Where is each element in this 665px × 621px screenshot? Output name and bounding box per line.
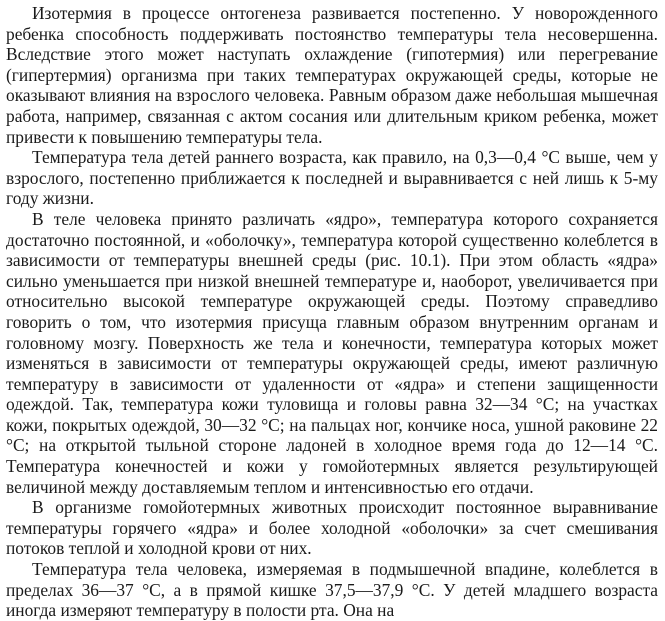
paragraph-homeothermic-mixing: В организме гомойотермных животных происходит постоянное выравнивание температуры горячего «ядра» и более холодной «оболочки» за счет смешивания потоков теплой и холодной крови от них.	[6, 497, 658, 559]
paragraph-child-temperature: Температура тела детей раннего возраста, как правило, на 0,3—0,4 °С выше, чем у взрослого, постепенно приближается к последней и выравнивается с ней лишь к 5-му году жизни.	[6, 147, 658, 209]
document-page	[6, 3, 658, 621]
paragraph-body-temperature-measurement: Температура тела человека, измеряемая в подмышечной впадине, колеблется в пределах 36—37 °С, а в прямой кишке 37,5—37,9 °С. У детей младшего возраста иногда измеряют температуру в полости рта. Она на	[6, 559, 658, 621]
paragraph-isothermia-ontogenesis: Изотермия в процессе онтогенеза развивается постепенно. У новорожденного ребенка способность поддерживать постоянство температуры тела несовершенна. Вследствие этого может наступать охлаждение (гипотермия) или перегревание (гипертермия) организма при таких температурах окружающей среды, которые не оказывают влияния на взрослого человека. Равным образом даже небольшая мышечная работа, например, связанная с актом сосания или длительным криком ребенка, может привести к повышению температуры тела.	[6, 3, 658, 147]
paragraph-core-shell: В теле человека принято различать «ядро», температура которого сохраняется достаточно постоянной, и «оболочку», температура которой существенно колеблется в зависимости от температуры внешней среды (рис. 10.1). При этом область «ядра» сильно уменьшается при низкой внешней температуре и, наоборот, увеличивается при относительно высокой температуре окружающей среды. Поэтому справедливо говорить о том, что изотермия присуща главным образом внутренним органам и головному мозгу. Поверхность же тела и конечности, температура которых может изменяться в зависимости от температуры окружающей среды, имеют различную температуру в зависимости от удаленности от «ядра» и степени защищенности одеждой. Так, температура кожи туловища и головы равна 32—34 °С; на участках кожи, покрытых одеждой, 30—32 °С; на пальцах ног, кончике носа, ушной раковине 22 °С; на открытой тыльной стороне ладоней в холодное время года до 12—14 °С. Температура конечностей и кожи у гомойотермных является результирующей величиной между доставляемым теплом и интенсивностью его отдачи.	[6, 208, 658, 497]
